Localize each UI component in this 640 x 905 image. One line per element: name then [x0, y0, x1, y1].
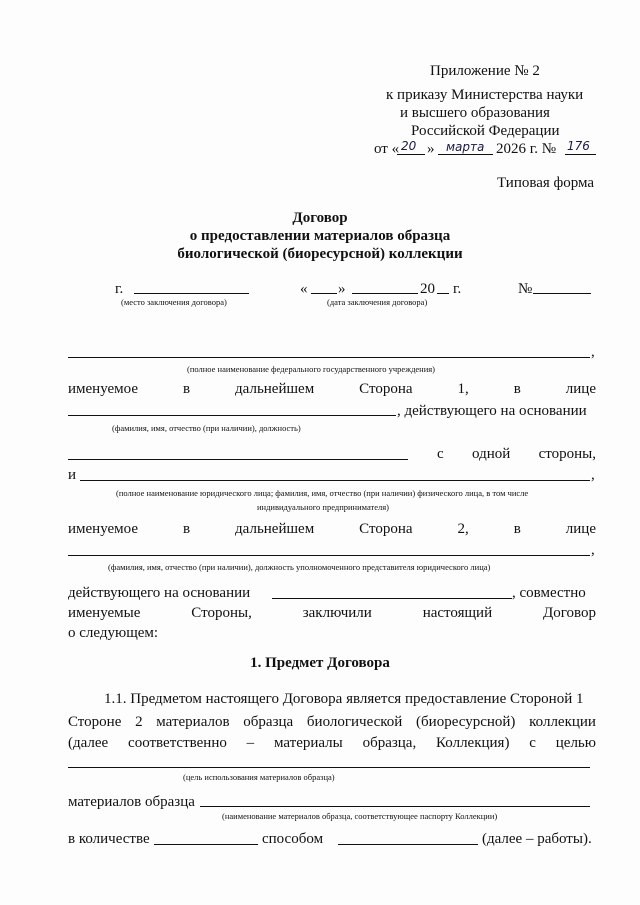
date-close-quote: »	[427, 141, 435, 157]
about-following: о следующем:	[68, 625, 159, 641]
method-label: способом	[262, 831, 324, 847]
party2-representative-comma: ,	[591, 542, 595, 558]
appendix-number: Приложение № 2	[430, 63, 540, 79]
year-field-line[interactable]	[437, 293, 449, 294]
party2-named-line	[68, 520, 596, 538]
word: лице	[565, 381, 596, 397]
acting-on-basis: действующего на основании	[68, 585, 251, 601]
word: в	[182, 381, 191, 397]
word: коллекции	[529, 714, 596, 730]
word: в	[182, 521, 191, 537]
party2-and: и	[68, 467, 77, 483]
word: настоящий	[422, 605, 493, 621]
order-ministry-line1: к приказу Министерства науки	[386, 87, 584, 103]
party1-acting-basis: , действующего на основании	[397, 403, 587, 419]
party2-representative-field-line[interactable]	[68, 555, 590, 556]
word: Стороне	[68, 714, 122, 730]
section1-heading: 1. Предмет Договора	[250, 655, 390, 671]
word: Договор	[543, 605, 596, 621]
jointly-label: , совместно	[512, 585, 586, 601]
word: (биоресурсной)	[416, 714, 516, 730]
party1-name-comma: ,	[591, 344, 595, 360]
word: –	[246, 735, 255, 751]
handwritten-day: 20	[401, 139, 417, 153]
word: образца,	[362, 735, 417, 751]
word: дальнейшем	[235, 381, 315, 397]
handwritten-month: марта	[446, 140, 485, 154]
day-field-line[interactable]	[311, 293, 337, 294]
handwritten-order-number: 176	[567, 139, 590, 153]
contract-subtitle-line1: о предоставлении материалов образца	[189, 228, 451, 244]
materials-label: материалов образца	[68, 794, 195, 810]
word: одной	[472, 446, 511, 462]
word: образца	[243, 714, 294, 730]
word: с	[529, 735, 536, 751]
word: материалов	[156, 714, 230, 730]
party2-representative-caption: (фамилия, имя, отчество (при наличии), должность уполномоченного представителя юридического лица)	[108, 562, 491, 572]
party1-name-field-line[interactable]	[68, 357, 590, 358]
party2-name-caption-line2: индивидуального предпринимателя)	[257, 502, 389, 512]
year-suffix: г.	[453, 281, 462, 297]
party1-representative-caption: (фамилия, имя, отчество (при наличии), должность)	[112, 423, 301, 433]
word: 1,	[457, 381, 469, 397]
city-label: г.	[115, 281, 124, 297]
word: материалы	[273, 735, 343, 751]
order-ministry-line2: и высшего образования	[400, 105, 550, 121]
date-caption: (дата заключения договора)	[327, 297, 428, 307]
number-sign: №	[518, 281, 533, 297]
word: Сторона	[359, 381, 413, 397]
party1-named-line	[68, 380, 596, 398]
word: (далее	[68, 735, 109, 751]
word: с	[437, 446, 444, 462]
party2-basis-field-line[interactable]	[272, 598, 512, 599]
word: Стороны,	[191, 605, 252, 621]
word: именуемое	[68, 381, 138, 397]
year-prefix: 20	[420, 281, 435, 297]
form-type: Типовая форма	[497, 175, 595, 191]
number-field-line[interactable]	[533, 293, 591, 294]
word: именуемые	[68, 605, 141, 621]
word: 2	[135, 714, 143, 730]
date-prefix: от «	[374, 141, 400, 157]
word: в	[513, 521, 521, 537]
word: дальнейшем	[235, 521, 315, 537]
order-ministry-line3: Российской Федерации	[411, 123, 560, 139]
word: лице	[565, 521, 596, 537]
clause-1-1-line1: 1.1. Предметом настоящего Договора является предоставление Стороной 1	[104, 691, 584, 707]
quantity-field-line[interactable]	[154, 844, 258, 845]
parties-concluded-line	[68, 604, 596, 622]
date-close-quote-2: »	[338, 281, 346, 297]
word: стороны,	[538, 446, 596, 462]
one-side-phrase	[437, 445, 596, 463]
purpose-field-line[interactable]	[68, 767, 590, 768]
contract-subtitle-line2: биологической (биоресурсной) коллекции	[177, 246, 463, 262]
date-year-number-label: 2026 г. №	[496, 141, 557, 157]
party1-basis-field-line[interactable]	[68, 459, 408, 460]
party1-name-caption: (полное наименование федерального государственного учреждения)	[187, 364, 436, 374]
purpose-caption: (цель использования материалов образца)	[183, 772, 335, 782]
word: биологической	[306, 714, 403, 730]
word: в	[513, 381, 521, 397]
materials-caption: (наименование материалов образца, соответствующее паспорту Коллекции)	[222, 811, 498, 821]
word: Коллекция)	[436, 735, 510, 751]
party2-name-comma: ,	[591, 467, 595, 483]
quantity-label: в количестве	[68, 831, 150, 847]
materials-field-line[interactable]	[200, 806, 590, 807]
month-field-line[interactable]	[352, 293, 418, 294]
clause-1-1-line2	[68, 713, 596, 731]
works-label: (далее – работы).	[482, 831, 592, 847]
party2-name-caption-line1: (полное наименование юридического лица; фамилия, имя, отчество (при наличии) физического лица, в том числе	[116, 488, 529, 498]
word: соответственно	[128, 735, 227, 751]
method-field-line[interactable]	[338, 844, 478, 845]
date-open-quote: «	[300, 281, 308, 297]
party1-representative-field-line[interactable]	[68, 415, 396, 416]
city-field-line[interactable]	[134, 293, 249, 294]
word: заключили	[302, 605, 372, 621]
word: Сторона	[359, 521, 413, 537]
party2-name-field-line[interactable]	[80, 480, 590, 481]
word: целью	[555, 735, 596, 751]
clause-1-1-line3	[68, 734, 596, 752]
word: 2,	[457, 521, 469, 537]
contract-title: Договор	[292, 210, 348, 226]
word: именуемое	[68, 521, 138, 537]
place-caption: (место заключения договора)	[121, 297, 227, 307]
